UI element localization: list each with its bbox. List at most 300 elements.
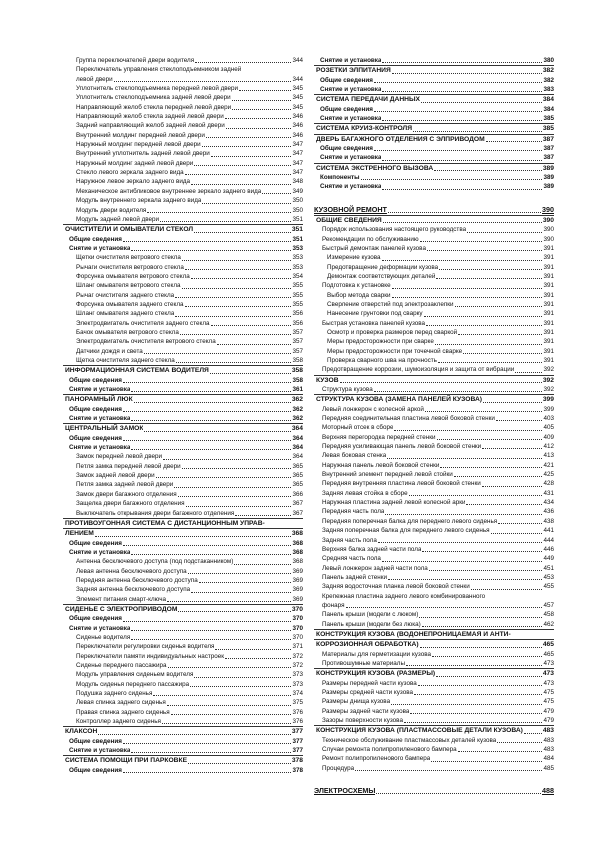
toc-page-number: 399: [542, 396, 554, 404]
toc-entry[interactable]: [63, 281, 303, 290]
toc-entry[interactable]: [63, 253, 303, 262]
toc-entry-title: Шланг омывателя ветрового стекла: [76, 282, 181, 290]
toc-entry-title: Выключатель открывания двери багажного отделения: [76, 509, 235, 517]
toc-page-number: 390: [543, 226, 554, 234]
toc-section-heading[interactable]: [63, 518, 303, 528]
toc-entry[interactable]: [314, 764, 554, 773]
toc-entry[interactable]: [314, 582, 554, 591]
toc-page-number: 346: [292, 113, 303, 121]
toc-entry[interactable]: [314, 564, 554, 573]
toc-page-number: 365: [292, 462, 303, 470]
toc-entry[interactable]: [314, 225, 554, 234]
toc-entry[interactable]: [314, 356, 554, 365]
dot-leader: [374, 150, 543, 151]
toc-entry[interactable]: [314, 85, 554, 94]
toc-page-number: 356: [292, 310, 303, 318]
dot-leader: [431, 761, 542, 762]
toc-entry[interactable]: [314, 347, 554, 356]
toc-page-number: 392: [543, 386, 554, 393]
toc-entry[interactable]: [63, 112, 303, 121]
toc-section-heading[interactable]: [314, 204, 554, 215]
toc-entry[interactable]: [63, 509, 303, 518]
dot-leader: [355, 770, 542, 771]
toc-entry[interactable]: [63, 633, 303, 642]
toc-entry-title: Наружная пластина задней левой колесной арки: [322, 499, 466, 507]
toc-entry[interactable]: [314, 173, 554, 182]
dot-leader: [483, 402, 542, 403]
toc-entry-title: Наружная панель левой боковой стенки: [322, 461, 440, 469]
toc-section-heading[interactable]: [314, 123, 554, 133]
toc-page-number: 391: [543, 263, 554, 271]
dot-leader: [167, 705, 292, 706]
toc-entry[interactable]: [63, 356, 303, 365]
toc-section-heading[interactable]: [314, 725, 554, 735]
toc-entry[interactable]: [314, 498, 554, 507]
toc-entry[interactable]: [314, 153, 554, 162]
dot-leader: [383, 222, 542, 223]
toc-section-heading[interactable]: [314, 639, 554, 649]
toc-page-number: 391: [543, 328, 554, 336]
toc-entry[interactable]: [63, 652, 303, 661]
section-gap: [314, 773, 554, 779]
toc-entry[interactable]: [314, 573, 554, 582]
toc-entry[interactable]: [63, 443, 303, 452]
toc-page-number: 358: [292, 376, 303, 384]
toc-entry[interactable]: [314, 405, 554, 414]
toc-entry-title: Петля замка передней левой двери: [76, 462, 181, 470]
toc-entry[interactable]: [63, 187, 303, 196]
toc-entry[interactable]: [314, 601, 554, 610]
toc-entry-title: Направляющий желоб стекла задней левой двери: [76, 113, 224, 121]
toc-entry[interactable]: [314, 105, 554, 114]
toc-entry[interactable]: [63, 263, 303, 272]
toc-page-number: 347: [292, 169, 303, 177]
toc-entry[interactable]: [314, 545, 554, 554]
toc-entry[interactable]: [63, 244, 303, 253]
toc-entry[interactable]: [314, 610, 554, 619]
toc-entry[interactable]: [314, 470, 554, 479]
toc-entry-title: Электродвигатель очистителя заднего стекла: [76, 319, 210, 327]
toc-page-number: 344: [292, 57, 303, 64]
toc-entry[interactable]: [63, 328, 303, 337]
toc-page-number: 369: [292, 567, 303, 575]
dot-leader: [471, 589, 543, 590]
dot-leader: [225, 658, 291, 659]
toc-page-number: 364: [292, 444, 303, 452]
toc-entry[interactable]: [314, 745, 554, 754]
toc-entry-title: Общие сведения: [69, 737, 122, 745]
toc-page-number: 399: [543, 405, 554, 413]
dot-leader: [202, 203, 291, 204]
toc-section-heading[interactable]: [314, 629, 554, 639]
toc-entry[interactable]: [63, 661, 303, 670]
toc-entry[interactable]: [63, 121, 303, 130]
toc-entry[interactable]: [314, 56, 554, 65]
toc-section-heading[interactable]: [314, 668, 554, 678]
toc-page-number: 370: [292, 624, 303, 632]
toc-page-number: 353: [292, 244, 303, 252]
dot-leader: [185, 269, 292, 270]
toc-entry-title: Уплотнитель стеклоподъемника задней левой двери: [76, 94, 231, 102]
dot-leader: [123, 440, 292, 441]
dot-leader: [211, 156, 292, 157]
toc-entry[interactable]: [314, 659, 554, 668]
toc-entry[interactable]: [314, 697, 554, 706]
toc-page-number: 428: [543, 480, 554, 488]
toc-entry[interactable]: [63, 539, 303, 548]
dot-leader: [191, 184, 291, 185]
dot-leader: [385, 514, 542, 515]
toc-entry[interactable]: [314, 707, 554, 716]
toc-entry[interactable]: [63, 84, 303, 93]
toc-entry[interactable]: [314, 182, 554, 191]
toc-page-number: 389: [542, 164, 554, 172]
toc-entry[interactable]: [63, 614, 303, 623]
toc-entry[interactable]: [63, 309, 303, 318]
toc-entry[interactable]: [63, 93, 303, 102]
toc-entry-title: Проверка сварного шва на прочность: [327, 356, 437, 364]
toc-page-number: 389: [543, 183, 554, 191]
toc-entry-title: Передняя поперечная балка для переднего левого сиденья: [322, 517, 498, 525]
toc-entry[interactable]: [63, 689, 303, 698]
toc-entry[interactable]: [314, 517, 554, 526]
toc-entry[interactable]: [63, 385, 303, 394]
toc-entry[interactable]: [63, 376, 303, 385]
toc-entry-title: Наружное левое зеркало заднего вида: [76, 178, 191, 186]
toc-entry[interactable]: [314, 114, 554, 123]
toc-entry[interactable]: [63, 746, 303, 755]
toc-entry-title: Снятие и установка: [69, 624, 131, 632]
toc-entry[interactable]: [314, 414, 554, 423]
toc-entry-title: Левая антенна бесключевого доступа: [76, 567, 187, 575]
toc-entry-title: Задняя антенна бесключевого доступа: [76, 586, 191, 594]
toc-entry[interactable]: [314, 319, 554, 328]
toc-section-heading[interactable]: [314, 163, 554, 173]
toc-entry[interactable]: [63, 140, 303, 149]
dot-leader: [190, 686, 291, 687]
toc-entry[interactable]: [314, 554, 554, 563]
toc-entry-title: Общие сведения: [69, 405, 122, 413]
toc-entry[interactable]: [63, 452, 303, 461]
toc-entry[interactable]: [314, 385, 554, 394]
toc-entry[interactable]: [314, 526, 554, 535]
toc-entry[interactable]: [63, 717, 303, 726]
toc-entry[interactable]: [63, 177, 303, 186]
toc-entry-title: СИДЕНЬЕ С ЭЛЕКТРОПРИВОДОМ: [65, 605, 178, 613]
toc-page-number: 413: [543, 452, 554, 460]
dot-leader: [182, 260, 292, 261]
toc-page-number: 391: [543, 319, 554, 327]
toc-entry-title: Задняя водосточная планка левой боковой стенки: [322, 583, 470, 591]
toc-entry[interactable]: [63, 414, 303, 423]
toc-entry[interactable]: [63, 766, 303, 775]
toc-entry[interactable]: [63, 462, 303, 471]
toc-entry[interactable]: [314, 253, 554, 262]
dot-leader: [156, 477, 292, 478]
toc-section-heading[interactable]: [314, 65, 554, 75]
toc-entry[interactable]: [63, 319, 303, 328]
toc-entry[interactable]: [63, 708, 303, 717]
toc-entry-title: Модуль сиденья переднего пассажира: [76, 680, 190, 688]
toc-entry[interactable]: [63, 557, 303, 566]
toc-entry-title: Моторный отсек в сборе: [322, 424, 394, 432]
toc-entry[interactable]: [314, 433, 554, 442]
toc-entry[interactable]: [63, 680, 303, 689]
dot-leader: [163, 459, 291, 460]
toc-entry[interactable]: [63, 585, 303, 594]
toc-entry[interactable]: [63, 75, 303, 84]
dot-leader: [406, 665, 542, 666]
dot-leader: [225, 118, 292, 119]
toc-page-number: 391: [543, 254, 554, 262]
toc-entry-title: Наружный молдинг передней левой двери: [76, 141, 201, 149]
toc-entry[interactable]: [63, 215, 303, 224]
toc-entry[interactable]: [63, 595, 303, 604]
toc-page-number: 371: [292, 643, 303, 651]
toc-entry[interactable]: [314, 244, 554, 253]
toc-entry-title: Форсунка омывателя заднего стекла: [76, 300, 184, 308]
toc-section-heading[interactable]: [63, 528, 303, 538]
toc-entry[interactable]: [314, 291, 554, 300]
dot-leader: [215, 649, 291, 650]
toc-entry[interactable]: [314, 479, 554, 488]
toc-entry-title: Снятие и установка: [69, 244, 131, 252]
toc-entry[interactable]: [63, 65, 303, 74]
toc-page-number: 355: [292, 291, 303, 299]
toc-entry[interactable]: [63, 103, 303, 112]
toc-section-heading[interactable]: [314, 94, 554, 104]
toc-entry[interactable]: [63, 480, 303, 489]
dot-leader: [144, 431, 290, 432]
dot-leader: [421, 102, 542, 103]
toc-entry[interactable]: [314, 650, 554, 659]
toc-entry[interactable]: [63, 337, 303, 346]
toc-entry[interactable]: [314, 235, 554, 244]
toc-entry[interactable]: [314, 536, 554, 545]
toc-entry[interactable]: [63, 737, 303, 746]
toc-entry[interactable]: [314, 688, 554, 697]
toc-entry[interactable]: [63, 624, 303, 633]
toc-page-number: 462: [543, 620, 554, 628]
toc-entry[interactable]: [314, 144, 554, 153]
toc-entry-title: Снятие и установка: [69, 444, 131, 452]
toc-section-heading[interactable]: [314, 394, 554, 404]
dot-leader: [382, 62, 542, 63]
toc-entry[interactable]: [314, 337, 554, 346]
toc-entry[interactable]: [314, 365, 554, 374]
toc-entry[interactable]: [63, 291, 303, 300]
toc-entry-title: Уплотнитель стеклоподъемника передней левой двери: [76, 85, 239, 93]
toc-entry-title: Передняя усиливающая панель левой боковой стенки: [322, 443, 482, 451]
toc-entry[interactable]: [314, 754, 554, 763]
toc-entry[interactable]: [314, 263, 554, 272]
dot-leader: [188, 573, 292, 574]
toc-entry[interactable]: [314, 76, 554, 85]
dot-leader: [182, 468, 292, 469]
toc-entry[interactable]: [314, 451, 554, 460]
toc-entry-title: КУЗОВ: [316, 376, 339, 384]
dot-leader: [123, 621, 292, 622]
toc-page-number: 391: [543, 300, 554, 308]
toc-entry[interactable]: [63, 347, 303, 356]
toc-entry[interactable]: [63, 168, 303, 177]
toc-section-heading[interactable]: [314, 375, 554, 385]
toc-entry[interactable]: [314, 592, 554, 601]
toc-page-number: 347: [292, 150, 303, 158]
toc-entry-title: Размеры средней части кузова: [322, 689, 414, 696]
toc-page-number: 421: [543, 461, 554, 469]
toc-entry[interactable]: [314, 620, 554, 629]
toc-entry[interactable]: [63, 698, 303, 707]
toc-page-number: 368: [292, 558, 303, 566]
toc-page-number: 364: [291, 425, 303, 433]
toc-section-heading[interactable]: [63, 726, 303, 736]
toc-entry[interactable]: [314, 300, 554, 309]
toc-entry[interactable]: [314, 442, 554, 451]
dot-leader: [123, 411, 292, 412]
toc-entry[interactable]: [63, 434, 303, 443]
dot-leader: [191, 278, 292, 279]
toc-entry[interactable]: [63, 567, 303, 576]
toc-section-heading[interactable]: [63, 224, 303, 234]
toc-section-heading[interactable]: [63, 365, 303, 375]
toc-entry-title: Замок задней левой двери: [76, 472, 155, 480]
toc-page-number: 362: [291, 396, 303, 404]
toc-entry-title: Снятие и установка: [320, 115, 382, 123]
toc-entry-title: фонаря: [322, 601, 345, 609]
toc-entry[interactable]: [63, 272, 303, 281]
toc-entry-title: левой двери: [76, 75, 113, 83]
toc-section-heading[interactable]: [63, 394, 303, 404]
toc-entry-title: Сверление отверстий под электрозаклепки: [327, 300, 454, 308]
toc-entry[interactable]: [314, 461, 554, 470]
dot-leader: [382, 561, 543, 562]
dot-leader: [486, 141, 542, 142]
toc-entry-title: Снятие и установка: [320, 86, 382, 94]
toc-entry-title: Модуль управления сиденьем водителя: [76, 671, 194, 679]
dot-leader: [174, 487, 291, 488]
toc-entry[interactable]: [63, 56, 303, 65]
toc-page-number: 377: [292, 747, 303, 755]
toc-page-number: 458: [543, 611, 554, 619]
toc-page-number: 378: [291, 757, 303, 765]
toc-entry[interactable]: [63, 131, 303, 140]
toc-entry-title: Модуль двери водителя: [76, 206, 147, 214]
toc-page-number: 364: [292, 453, 303, 461]
toc-page-number: 434: [543, 499, 554, 507]
toc-page-number: 483: [542, 727, 554, 735]
toc-entry[interactable]: [63, 490, 303, 499]
dot-leader: [123, 241, 292, 242]
toc-entry[interactable]: [63, 235, 303, 244]
dot-leader: [175, 316, 291, 317]
dot-leader: [382, 160, 542, 161]
toc-section-heading[interactable]: [314, 134, 554, 144]
dot-leader: [422, 626, 543, 627]
toc-page-number: 475: [543, 689, 554, 696]
toc-page-number: 382: [542, 67, 554, 75]
dot-leader: [178, 496, 292, 497]
toc-entry[interactable]: [314, 507, 554, 516]
toc-page-number: 372: [292, 652, 303, 660]
toc-entry[interactable]: [314, 736, 554, 745]
toc-section-heading[interactable]: [314, 215, 554, 225]
dot-leader: [131, 250, 291, 251]
toc-entry[interactable]: [63, 548, 303, 557]
toc-page-number: 475: [543, 698, 554, 706]
dot-leader: [171, 714, 292, 715]
toc-entry-title: Меры предосторожности при сварке: [327, 338, 434, 346]
toc-entry-title: Техническое обслуживание пластмассовых деталей кузова: [322, 736, 497, 744]
toc-entry[interactable]: [314, 328, 554, 337]
toc-entry-title: Внутренний уплотнитель задней левой двери: [76, 150, 210, 158]
toc-entry-title: Модуль задней левой двери: [76, 215, 160, 223]
toc-section-heading[interactable]: [63, 423, 303, 433]
dot-leader: [425, 411, 543, 412]
toc-page-number: 354: [292, 272, 303, 280]
toc-entry[interactable]: [63, 405, 303, 414]
toc-entry[interactable]: [314, 716, 554, 725]
toc-entry[interactable]: [314, 679, 554, 688]
toc-entry-title: Общие сведения: [69, 766, 122, 774]
toc-page-number: 431: [543, 489, 554, 497]
toc-entry[interactable]: [314, 281, 554, 290]
toc-page-number: 368: [292, 548, 303, 556]
toc-entry-title: Быстрая установка панелей кузова: [322, 319, 426, 327]
toc-entry-title: Рычаги очистителя ветрового стекла: [76, 263, 184, 271]
toc-entry[interactable]: [63, 149, 303, 158]
dot-leader: [340, 382, 542, 383]
toc-entry-title: Предотвращение коррозии, шумоизоляция и защита от вибрации: [322, 366, 515, 374]
toc-entry[interactable]: [63, 300, 303, 309]
toc-entry[interactable]: [63, 471, 303, 480]
toc-entry-title: Крепежная пластина заднего левого комбинированного: [322, 592, 486, 600]
toc-entry[interactable]: [63, 576, 303, 585]
toc-entry[interactable]: [314, 423, 554, 432]
toc-section-heading[interactable]: [63, 604, 303, 614]
toc-entry-title: Задняя левая стойка в сборе: [322, 489, 408, 497]
toc-entry[interactable]: [314, 489, 554, 498]
toc-entry-title: Общие сведения: [320, 145, 373, 153]
toc-section-heading[interactable]: [63, 755, 303, 765]
toc-entry[interactable]: [63, 642, 303, 651]
toc-page-number: 376: [292, 718, 303, 726]
toc-entry-title: Контроллер заднего сиденья: [76, 718, 161, 726]
toc-entry-title: Выбор метода сварки: [327, 291, 391, 299]
toc-page-number: 385: [543, 115, 554, 123]
toc-entry[interactable]: [63, 499, 303, 508]
toc-entry[interactable]: [63, 159, 303, 168]
toc-entry[interactable]: [314, 272, 554, 281]
toc-page-number: 367: [292, 500, 303, 508]
toc-page-number: 384: [542, 96, 554, 104]
toc-entry-title: Направляющий желоб стекла передней левой двери: [76, 103, 232, 111]
toc-page-number: 375: [292, 699, 303, 707]
toc-entry[interactable]: [63, 196, 303, 205]
toc-entry-title: СИСТЕМА ПЕРЕДАЧИ ДАННЫХ: [316, 96, 420, 104]
toc-entry[interactable]: [63, 206, 303, 215]
toc-entry[interactable]: [63, 670, 303, 679]
toc-entry[interactable]: [314, 309, 554, 318]
dot-leader: [440, 467, 542, 468]
toc-page-number: 346: [292, 131, 303, 139]
toc-page-number: 345: [292, 103, 303, 111]
toc-entry-title: Демонтаж соответствующих деталей: [327, 272, 436, 280]
toc-entry-title: СИСТЕМА ЭКСТРЕННОГО ВЫЗОВА: [316, 164, 434, 172]
toc-page-number: 390: [543, 235, 554, 243]
toc-entry-title: Панель задней стенки: [322, 573, 388, 581]
toc-section-heading[interactable]: [314, 785, 554, 796]
